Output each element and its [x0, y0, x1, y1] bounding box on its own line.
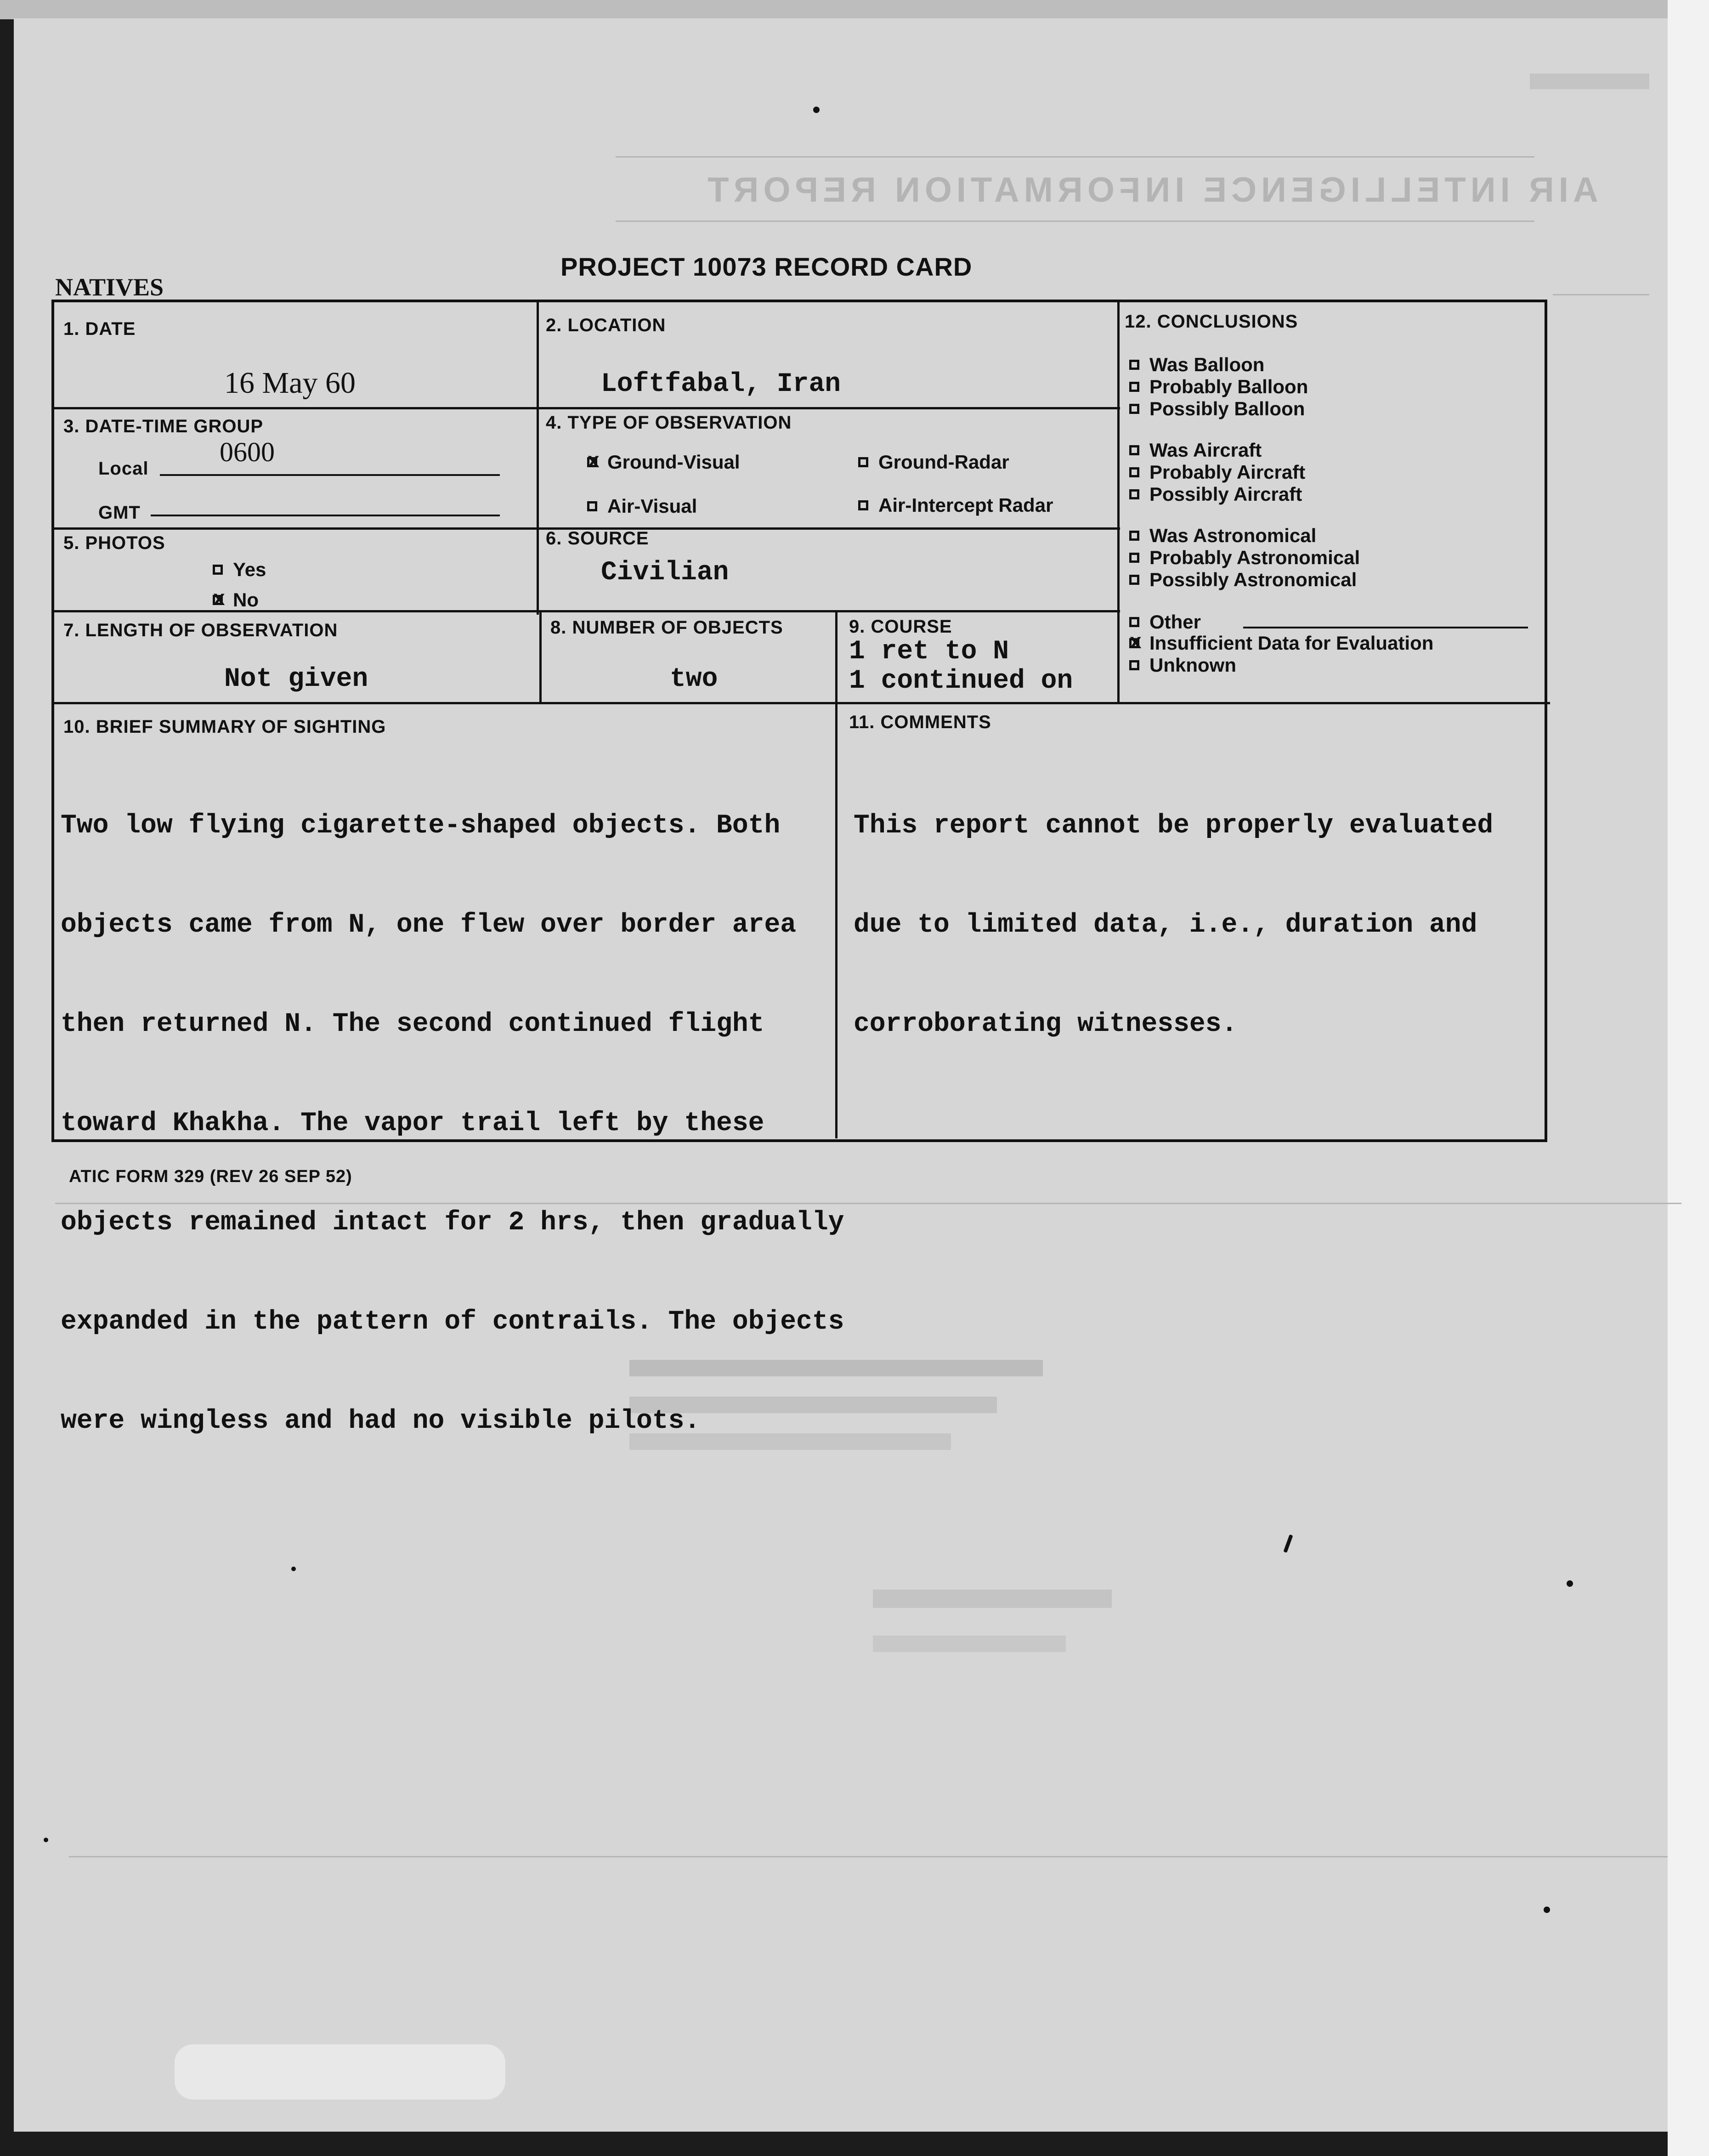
comments-text	[854, 743, 1493, 1107]
local-time-value: 0600	[220, 437, 275, 467]
conclusion-unknown[interactable]	[1129, 654, 1236, 676]
scan-smudge	[175, 2044, 505, 2099]
bleed-through-rule	[616, 156, 1534, 158]
observation-type-label: 4. TYPE OF OBSERVATION	[546, 413, 792, 433]
local-time-line	[160, 474, 500, 476]
length-of-observation-label: 7. LENGTH OF OBSERVATION	[63, 620, 338, 640]
other-fill-line	[1243, 627, 1528, 628]
summary-line: objects came from N, one flew over border area	[61, 910, 797, 940]
photos-no-label: No	[233, 589, 259, 611]
conclusion-checkbox[interactable]	[1129, 489, 1139, 499]
conclusion-checkbox[interactable]	[1129, 531, 1139, 541]
air-visual-label: Air-Visual	[607, 495, 697, 517]
scan-speck	[1544, 1907, 1550, 1913]
date-value: 16 May 60	[224, 366, 356, 400]
photos-yes-option[interactable]	[213, 559, 266, 581]
conclusion-checkbox[interactable]	[1129, 467, 1139, 477]
date-label: 1. DATE	[63, 319, 136, 339]
card-title: PROJECT 10073 RECORD CARD	[560, 252, 973, 281]
comments-line: corroborating witnesses.	[854, 1009, 1238, 1039]
conclusion-checkbox[interactable]	[1129, 660, 1139, 670]
conclusion-probably-aircraft[interactable]	[1129, 461, 1305, 483]
summary-label: 10. BRIEF SUMMARY OF SIGHTING	[63, 717, 386, 737]
air-intercept-radar-label: Air-Intercept Radar	[878, 494, 1053, 516]
comments-line: This report cannot be properly evaluated	[854, 811, 1494, 841]
conclusion-was-astronomical[interactable]	[1129, 525, 1316, 547]
length-of-observation-value: Not given	[224, 664, 368, 694]
summary-line: Two low flying cigarette-shaped objects. Both	[61, 811, 781, 841]
bleed-through-heading: AIR INTELLIGENCE INFORMATION REPORT	[703, 170, 1598, 209]
conclusion-checkbox[interactable]	[1129, 617, 1139, 627]
grid-line	[537, 302, 539, 615]
air-visual-checkbox[interactable]	[587, 501, 597, 511]
conclusion-label: Probably Astronomical	[1149, 547, 1360, 568]
summary-line: were wingless and had no visible pilots.	[61, 1406, 701, 1436]
conclusion-checkbox[interactable]	[1129, 553, 1139, 563]
grid-line	[54, 407, 1120, 409]
bleed-through-text	[873, 1590, 1112, 1608]
conclusion-was-balloon[interactable]	[1129, 354, 1264, 376]
air-intercept-radar-checkbox[interactable]	[858, 500, 868, 510]
course-label: 9. COURSE	[849, 617, 952, 637]
scan-right-edge	[1668, 0, 1709, 2156]
conclusion-probably-balloon[interactable]	[1129, 376, 1308, 398]
summary-text	[61, 743, 844, 1504]
ground-radar-checkbox[interactable]	[858, 457, 868, 467]
conclusion-insufficient-data[interactable]	[1129, 632, 1433, 654]
bleed-through-rule	[69, 1856, 1668, 1857]
source-value: Civilian	[601, 558, 729, 588]
number-of-objects-label: 8. NUMBER OF OBJECTS	[550, 617, 783, 638]
gmt-line	[151, 515, 500, 516]
summary-line: expanded in the pattern of contrails. The objects	[61, 1307, 844, 1337]
ground-radar-label: Ground-Radar	[878, 451, 1009, 473]
course-line: 1 continued on	[849, 666, 1073, 696]
conclusion-label: Was Balloon	[1149, 354, 1265, 375]
conclusion-checkbox[interactable]	[1129, 445, 1139, 455]
summary-line: toward Khakha. The vapor trail left by these	[61, 1109, 764, 1138]
conclusion-possibly-balloon[interactable]	[1129, 398, 1305, 420]
conclusion-possibly-astronomical[interactable]	[1129, 569, 1357, 591]
conclusion-possibly-aircraft[interactable]	[1129, 483, 1302, 505]
bleed-through-text	[1530, 74, 1649, 89]
conclusion-label: Possibly Astronomical	[1149, 569, 1357, 590]
photos-yes-label: Yes	[233, 559, 266, 580]
conclusion-checkbox[interactable]	[1129, 360, 1139, 370]
photos-yes-checkbox[interactable]	[213, 565, 223, 575]
air-intercept-radar-option[interactable]	[858, 494, 1053, 516]
conclusion-checkbox[interactable]	[1129, 404, 1139, 414]
conclusion-label: Insufficient Data for Evaluation	[1149, 632, 1434, 654]
scan-speck	[813, 107, 820, 113]
course-line: 1 ret to N	[849, 637, 1009, 667]
ground-visual-label: Ground-Visual	[607, 451, 740, 473]
conclusion-label: Was Aircraft	[1149, 439, 1262, 461]
photos-no-option[interactable]	[213, 589, 259, 611]
form-code: ATIC FORM 329 (REV 26 SEP 52)	[69, 1167, 352, 1186]
summary-line: then returned N. The second continued flight	[61, 1009, 764, 1039]
comments-label: 11. COMMENTS	[849, 712, 991, 732]
conclusion-label: Probably Aircraft	[1149, 461, 1306, 483]
ground-visual-option[interactable]	[587, 451, 740, 473]
ground-radar-option[interactable]	[858, 451, 1009, 473]
bleed-through-text	[873, 1635, 1066, 1652]
summary-line: objects remained intact for 2 hrs, then gradually	[61, 1208, 844, 1238]
gmt-label: GMT	[98, 503, 141, 523]
air-visual-option[interactable]	[587, 495, 697, 517]
bleed-through-rule	[1553, 294, 1649, 295]
scan-top-edge	[0, 0, 1709, 19]
photos-label: 5. PHOTOS	[63, 533, 165, 553]
ground-visual-checkbox[interactable]	[587, 457, 597, 467]
local-time-label: Local	[98, 458, 149, 479]
conclusion-label: Possibly Aircraft	[1149, 483, 1302, 505]
conclusions-label: 12. CONCLUSIONS	[1125, 311, 1298, 332]
conclusion-checkbox[interactable]	[1129, 638, 1139, 648]
conclusion-probably-astronomical[interactable]	[1129, 547, 1360, 569]
location-value: Loftfabal, Iran	[601, 369, 841, 399]
number-of-objects-value: two	[670, 664, 718, 694]
grid-line	[539, 610, 542, 702]
conclusion-label: Other	[1149, 611, 1201, 633]
grid-line	[1117, 302, 1120, 702]
scan-speck	[44, 1838, 48, 1842]
source-label: 6. SOURCE	[546, 528, 649, 549]
conclusion-label: Unknown	[1149, 654, 1236, 676]
conclusion-label: Probably Balloon	[1149, 376, 1308, 397]
conclusion-checkbox[interactable]	[1129, 575, 1139, 585]
conclusion-checkbox[interactable]	[1129, 382, 1139, 392]
conclusion-was-aircraft[interactable]	[1129, 439, 1262, 461]
scan-speck	[291, 1567, 296, 1571]
comments-line: due to limited data, i.e., duration and	[854, 910, 1477, 940]
corner-note: NATIVES	[55, 273, 164, 301]
date-time-group-label: 3. DATE-TIME GROUP	[63, 416, 264, 436]
scan-speck	[1567, 1580, 1573, 1587]
grid-line	[54, 702, 1550, 704]
conclusion-label: Possibly Balloon	[1149, 398, 1305, 419]
location-label: 2. LOCATION	[546, 315, 666, 335]
conclusion-label: Was Astronomical	[1149, 525, 1317, 546]
bleed-through-rule	[616, 221, 1534, 222]
photos-no-checkbox[interactable]	[213, 595, 223, 605]
